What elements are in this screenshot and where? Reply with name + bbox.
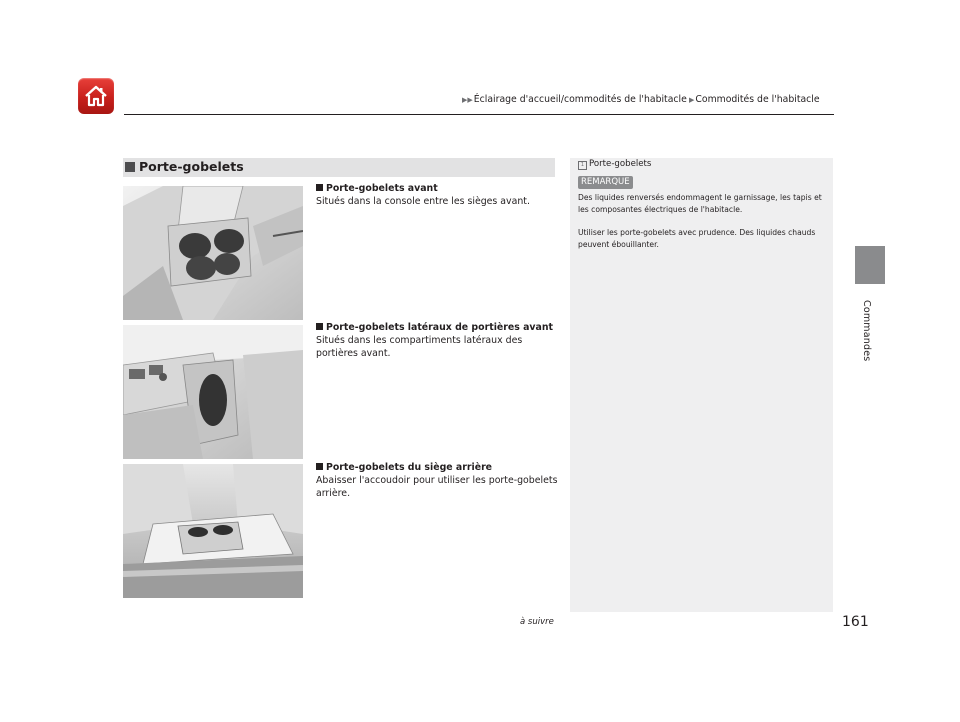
- item-front-cupholders: [316, 182, 560, 208]
- section-header: [123, 158, 555, 177]
- item-rear-cupholders: [316, 461, 560, 500]
- header-rule: [124, 114, 834, 115]
- home-icon: [83, 83, 109, 109]
- item-heading-text: Porte-gobelets latéraux de portières avant: [326, 322, 554, 333]
- item-body: Abaisser l'accoudoir pour utiliser les porte-gobelets arrière.: [316, 475, 558, 499]
- breadcrumb-item-2[interactable]: Commodités de l'habitacle: [695, 94, 820, 105]
- chapter-tab[interactable]: [855, 246, 885, 284]
- chapter-label: Commandes: [861, 300, 872, 362]
- breadcrumb: [462, 94, 820, 105]
- page-number: 161: [842, 614, 869, 630]
- item-body: Situés dans la console entre les sièges avant.: [316, 196, 530, 207]
- sidebar-note: [570, 158, 833, 612]
- photo-front-cupholders: [123, 186, 303, 320]
- item-body: Situés dans les compartiments latéraux des portières avant.: [316, 335, 523, 359]
- item-door-cupholders: [316, 321, 560, 360]
- reference-icon: 1: [578, 161, 587, 170]
- sidebar-heading-text: Porte-gobelets: [589, 159, 652, 169]
- note-paragraph: Utiliser les porte-gobelets avec prudence. Des liquides chauds peuvent ébouillanter.: [578, 228, 816, 249]
- notice-badge: REMARQUE: [578, 176, 633, 189]
- section-title: Porte-gobelets: [139, 159, 244, 174]
- photo-door-cupholders: [123, 325, 303, 459]
- item-heading-text: Porte-gobelets avant: [326, 183, 438, 194]
- item-heading: [316, 321, 560, 334]
- bullet-square-icon: [316, 323, 323, 330]
- item-heading-text: Porte-gobelets du siège arrière: [326, 462, 493, 473]
- sidebar-heading: [578, 159, 651, 170]
- breadcrumb-item-1[interactable]: Éclairage d'accueil/commodités de l'habitacle: [473, 94, 687, 105]
- bullet-square-icon: [316, 463, 323, 470]
- note-paragraph: Des liquides renversés endommagent le garnissage, les tapis et les composantes électriques de l'habitacle.: [578, 193, 822, 214]
- continue-label: à suivre: [520, 617, 554, 627]
- bullet-square-icon: [316, 184, 323, 191]
- breadcrumb-arrow-icon: ▶: [686, 96, 695, 104]
- photo-rear-cupholders: [123, 464, 303, 598]
- section-square-icon: [125, 162, 135, 172]
- item-heading: [316, 461, 560, 474]
- breadcrumb-arrow-icon: ▶▶: [462, 96, 473, 104]
- item-heading: [316, 182, 560, 195]
- home-button[interactable]: [78, 78, 114, 114]
